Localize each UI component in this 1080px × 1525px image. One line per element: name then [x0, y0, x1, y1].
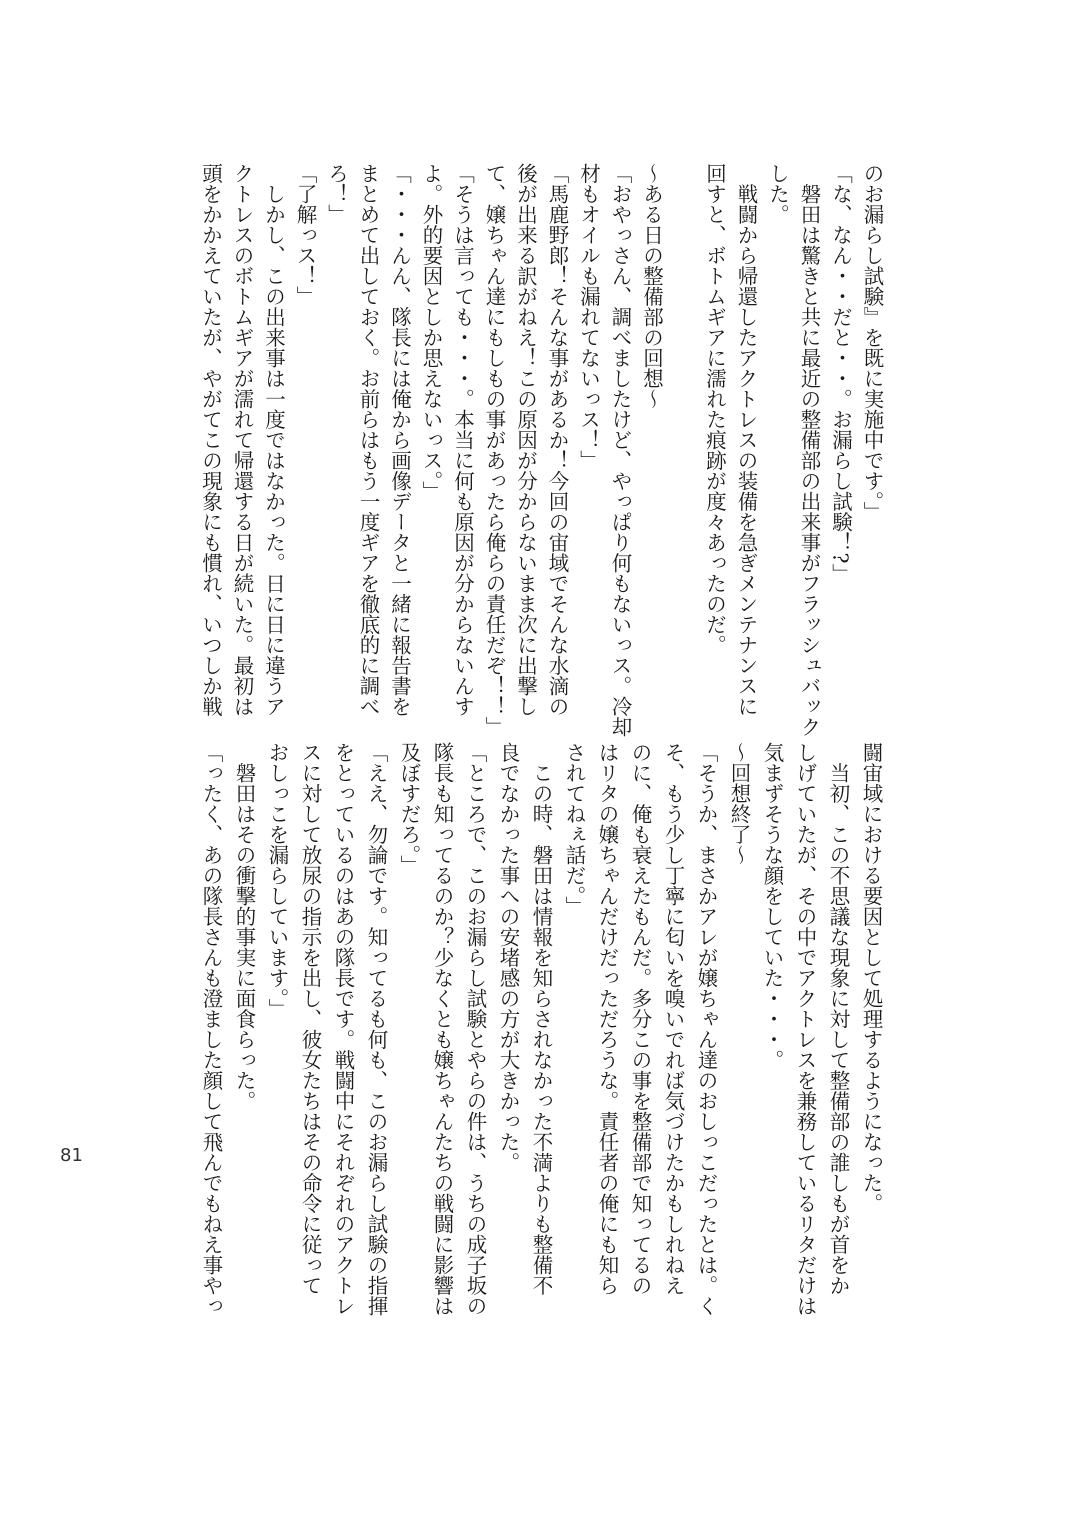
text-line: のに、俺も衰えたもんだ。多分この事を整備部で知ってるの [628, 742, 652, 1296]
text-line: をとっているのはあの隊長です。戦闘中にそれぞれのアクトレ [331, 742, 355, 1316]
text-line: よ。外的要因としか思えないっス。」 [419, 163, 443, 502]
text-line: て、嬢ちゃん達にもしもの事があったら俺らの責任だぞ！！」 [482, 163, 506, 737]
text-line: 「馬鹿野郎！そんな事があるか！今回の宙域でそんな水滴の [545, 163, 569, 717]
text-line: 磐田は驚きと共に最近の整備部の出来事がフラッシュバック [797, 163, 821, 737]
text-line: 頭をかかえていたが、やがてこの現象にも慣れ、いつしか戦 [198, 163, 223, 717]
text-block-bottom [194, 742, 887, 1316]
text-line: この時、磐田は情報を知らされなかった不満よりも整備不 [529, 742, 553, 1296]
text-line: おしっこを漏らしています。」 [265, 742, 289, 1019]
text-line: 闘宙域における要因として処理するようになった。 [859, 742, 883, 1214]
text-line: 気まずそうな顔をしていた・・・。 [760, 742, 784, 1070]
text-line: 〜回想終了〜 [727, 742, 751, 865]
text-line: 「おやっさん、調べましたけど、やっぱり何もないっス。冷却 [608, 163, 632, 737]
text-line: 「ところで、このお漏らし試験とやらの件は、うちの成子坂の [463, 742, 487, 1316]
text-line: 後が出来る訳がねえ！この原因が分からないまま次に出撃し [513, 163, 538, 717]
text-line: のお漏らし試験』を既に実施中です。」 [860, 163, 884, 522]
text-line: クトレスのボトムギアが濡れて帰還する日が続いた。最初は [230, 163, 254, 717]
text-line: スに対して放尿の指示を出し、彼女たちはその命令に従って [298, 742, 322, 1296]
text-line: 当初、この不思議な現象に対して整備部の誰しもが首をか [826, 742, 850, 1296]
text-line: 「そうか、まさかアレが嬢ちゃん達のおしっこだったとは。く [694, 742, 718, 1316]
text-line: 良でなかった事への安堵感の方が大きかった。 [496, 742, 520, 1173]
text-line: 「・・・んん、隊長には俺から画像データと一緒に報告書を [387, 163, 412, 717]
text-line: 及ぼすだろ。」 [397, 742, 421, 876]
text-line: 〜ある日の整備部の回想〜 [639, 163, 664, 409]
text-line: 「了解っス！」 [293, 163, 317, 307]
text-block-top [194, 163, 887, 737]
text-line [667, 163, 699, 708]
text-line: ろ！」 [324, 163, 349, 225]
text-line: 戦闘から帰還したアクトレスの装備を急ぎメンテナンスに [734, 163, 758, 717]
text-line: されてねぇ話だ。」 [562, 742, 586, 917]
text-line: 磐田はその衝撃的事実に面食らった。 [232, 742, 256, 1111]
text-line: 「そうは言っても・・・。本当に何も原因が分からないんす [450, 163, 475, 717]
text-line: した。 [765, 163, 790, 225]
page-number: 81 [60, 1145, 83, 1166]
text-line: 回すと、ボトムギアに濡れた痕跡が度々あったのだ。 [702, 163, 727, 655]
text-line: 「ええ、勿論です。知ってるも何も、このお漏らし試験の指揮 [364, 742, 388, 1316]
text-line: しかし、この出来事は一度ではなかった。日に日に違うア [261, 163, 286, 717]
text-line: 材もオイルも漏れてないっス！」 [576, 163, 601, 471]
text-line: しげていたが、その中でアクトレスを兼務しているリタだけは [793, 742, 817, 1316]
text-line: 「な、なん・・だと・・。お漏らし試験！?」 [828, 163, 853, 584]
text-line: まとめて出しておく。お前らはもう一度ギアを徹底的に調べ [356, 163, 380, 717]
text-line: 隊長も知ってるのか？少なくとも嬢ちゃんたちの戦闘に影響は [430, 742, 454, 1316]
text-line: はリタの嬢ちゃんだけだっただろうな。責任者の俺にも知ら [595, 742, 619, 1296]
text-line: 「ったく、あの隊長さんも澄ました顔して飛んでもねえ事やっ [199, 742, 223, 1316]
text-line: そ、もう少し丁寧に匂いを嗅いでれば気づけたかもしれねえ [661, 742, 685, 1296]
